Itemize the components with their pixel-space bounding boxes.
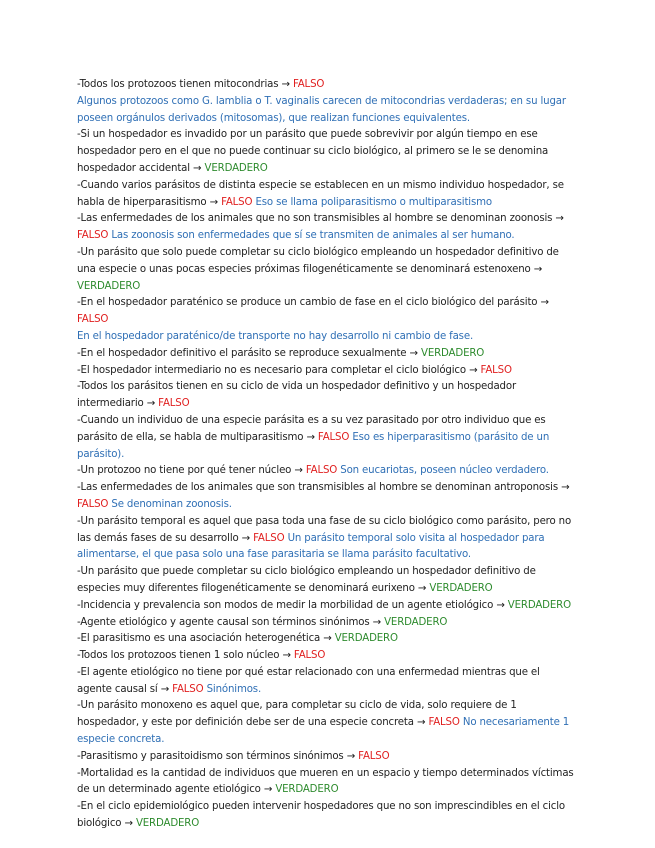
statement [77, 346, 577, 363]
arrow-glyph: → [417, 582, 427, 594]
statement [77, 363, 577, 380]
answer-false-badge: FALSO [77, 230, 109, 242]
statement-text: -Todos los protozoos tienen 1 solo núcleo [77, 650, 280, 662]
statement-text: -Mortalidad es la cantidad de individuos que mueren en un espacio y tiempo determinados víctimas de un determinado agente etiológico [77, 767, 574, 796]
statement-text: -Parasitismo y parasitoidismo son términos sinónimos [77, 750, 344, 762]
answer-true-badge: VERDADERO [384, 616, 448, 628]
answer-true-badge: VERDADERO [135, 818, 200, 830]
arrow-glyph: → [469, 364, 478, 376]
statement-text: -El parasitismo es una asociación heterogenética [77, 633, 321, 645]
statement [77, 615, 577, 632]
arrow-glyph: → [294, 465, 303, 477]
statement-text: -Si un hospedador es invadido por un parásito que puede sobrevivir por algún tiempo en ese hospedador pero en el que no puede continuar su ciclo biológico, al primero se le se denomina hospedador accidental [77, 129, 549, 174]
answer-false-badge: FALSO [293, 650, 326, 662]
arrow-glyph: → [160, 683, 170, 695]
statement-text: -Todos los protozoos tienen mitocondrias [77, 79, 279, 90]
explanation-note: Eso se llama poliparasitismo o multiparasitismo [255, 196, 492, 208]
arrow-glyph: → [555, 213, 564, 225]
explanation-note: Se denominan zoonosis. [111, 498, 232, 510]
statement [77, 598, 577, 615]
explanation-note: Sinónimos. [206, 683, 262, 695]
statement-text: -El hospedador intermediario no es necesario para completar el ciclo biológico [77, 364, 466, 376]
statement [77, 94, 577, 128]
statement-text: -Un protozoo no tiene por qué tener núcleo [77, 465, 292, 477]
explanation-note: Un parásito temporal solo visita al hospedador para alimentarse, el que pasa solo una fase parasitaria se llama parásito facultativo. [77, 532, 545, 561]
arrow-glyph: → [241, 532, 251, 544]
statement-text: -Un parásito que solo puede completar su ciclo biológico empleando un hospedador definitivo de una especie o unas pocas especies próximas filogenéticamente se denominará estenoxeno [77, 246, 559, 275]
answer-false-badge: FALSO [428, 717, 460, 729]
arrow-glyph: → [281, 79, 290, 90]
statement-text: -Un parásito que puede completar su ciclo biológico empleando un hospedador definitivo de especies muy diferentes filogenéticamente se denominará eurixeno [77, 566, 536, 594]
statement-text: -Cuando varios parásitos de distinta especie se establecen en un mismo individuo hospedador, se habla de hiperparasitismo [77, 179, 564, 208]
statement-text: -En el ciclo epidemiológico pueden intervenir hospedadores que no son imprescindibles en el ciclo biológico [77, 801, 565, 830]
arrow-glyph: → [533, 263, 543, 275]
statement [77, 648, 577, 665]
answer-true-badge: VERDADERO [275, 784, 339, 796]
answer-true-badge: VERDADERO [421, 347, 485, 359]
statement [77, 245, 577, 295]
explanation-note: Son eucariotas, poseen núcleo verdadero. [340, 465, 549, 477]
arrow-glyph: → [496, 599, 505, 611]
answer-true-badge: VERDADERO [334, 633, 398, 645]
arrow-glyph: → [416, 717, 426, 729]
statement [77, 799, 577, 833]
statement [77, 631, 577, 648]
answer-false-badge: FALSO [172, 683, 204, 695]
answer-false-badge: FALSO [358, 750, 390, 762]
explanation-note: Eso es hiperparasitismo (parásito de un parásito). [77, 431, 550, 460]
statement [77, 211, 577, 245]
statement [77, 77, 577, 94]
statement-text: -Las enfermedades de los animales que no son transmisibles al hombre se denominan zoonosis [77, 213, 553, 225]
statement [77, 178, 577, 212]
statement [77, 463, 577, 480]
statement [77, 665, 577, 699]
arrow-glyph: → [306, 431, 315, 443]
statement-text: -Un parásito temporal es aquel que pasa toda una fase de su ciclo biológico como parásito, pero no las demás fases de su desarrollo [77, 515, 572, 544]
statement-text: -Agente etiológico y agente causal son términos sinónimos [77, 616, 370, 628]
arrow-glyph: → [209, 196, 218, 208]
statement [77, 127, 577, 177]
statement [77, 766, 577, 800]
statement-text: -En el hospedador paraténico se produce un cambio de fase en el ciclo biológico del parásito [77, 297, 538, 309]
explanation-note: Algunos protozoos como G. lamblia o T. vaginalis carecen de mitocondrias verdaderas; en su lugar poseen orgánulos derivados (mitosomas), que realizan funciones equivalentes. [77, 95, 566, 124]
statement [77, 514, 577, 564]
statement-text: -Todos los parásitos tienen en su ciclo de vida un hospedador definitivo y un hospedador intermediario [77, 381, 516, 410]
answer-true-badge: VERDADERO [507, 599, 571, 611]
statement-text: -En el hospedador definitivo el parásito se reproduce sexualmente [77, 347, 407, 359]
arrow-glyph: → [124, 818, 133, 830]
arrow-glyph: → [409, 347, 418, 359]
arrow-glyph: → [561, 482, 570, 494]
answer-false-badge: FALSO [317, 431, 350, 443]
statement-text: -El agente etiológico no tiene por qué estar relacionado con una enfermedad mientras que el agente causal sí [77, 666, 540, 695]
statement [77, 413, 577, 463]
answer-false-badge: FALSO [305, 465, 338, 477]
true-false-list [77, 77, 577, 833]
arrow-glyph: → [193, 162, 202, 174]
statement-text: -Cuando un individuo de una especie parásita es a su vez parasitado por otro individuo que es parásito de ella, se habla de multiparasitismo [77, 414, 546, 443]
arrow-glyph: → [540, 297, 549, 309]
answer-false-badge: FALSO [158, 398, 190, 410]
answer-false-badge: FALSO [480, 364, 512, 376]
arrow-glyph: → [282, 650, 291, 662]
statement [77, 295, 577, 345]
statement-text: -Incidencia y prevalencia son modos de medir la morbilidad de un agente etiológico [77, 599, 494, 611]
statement [77, 564, 577, 598]
arrow-glyph: → [346, 750, 356, 762]
answer-true-badge: VERDADERO [204, 162, 268, 174]
explanation-note: No necesariamente 1 especie concreta. [77, 717, 570, 746]
statement [77, 749, 577, 766]
answer-false-badge: FALSO [221, 196, 253, 208]
statement [77, 480, 577, 514]
statement-text: -Las enfermedades de los animales que son transmisibles al hombre se denominan antroponosis [77, 482, 559, 494]
answer-false-badge: FALSO [292, 79, 325, 90]
arrow-glyph: → [323, 633, 332, 645]
explanation-note: Las zoonosis son enfermedades que sí se transmiten de animales al ser humano. [111, 230, 515, 242]
answer-false-badge: FALSO [77, 314, 109, 326]
answer-true-badge: VERDADERO [429, 582, 493, 594]
statement [77, 698, 577, 748]
arrow-glyph: → [146, 398, 156, 410]
explanation-note: En el hospedador paraténico/de transporte no hay desarrollo ni cambio de fase. [77, 330, 474, 342]
statement [77, 379, 577, 413]
answer-false-badge: FALSO [253, 532, 285, 544]
arrow-glyph: → [263, 784, 273, 796]
answer-true-badge: VERDADERO [77, 280, 141, 292]
answer-false-badge: FALSO [77, 498, 109, 510]
arrow-glyph: → [372, 616, 382, 628]
statement-text: -Un parásito monoxeno es aquel que, para completar su ciclo de vida, solo requiere de 1 hospedador, y este por definición debe ser de una especie concreta [77, 700, 517, 729]
